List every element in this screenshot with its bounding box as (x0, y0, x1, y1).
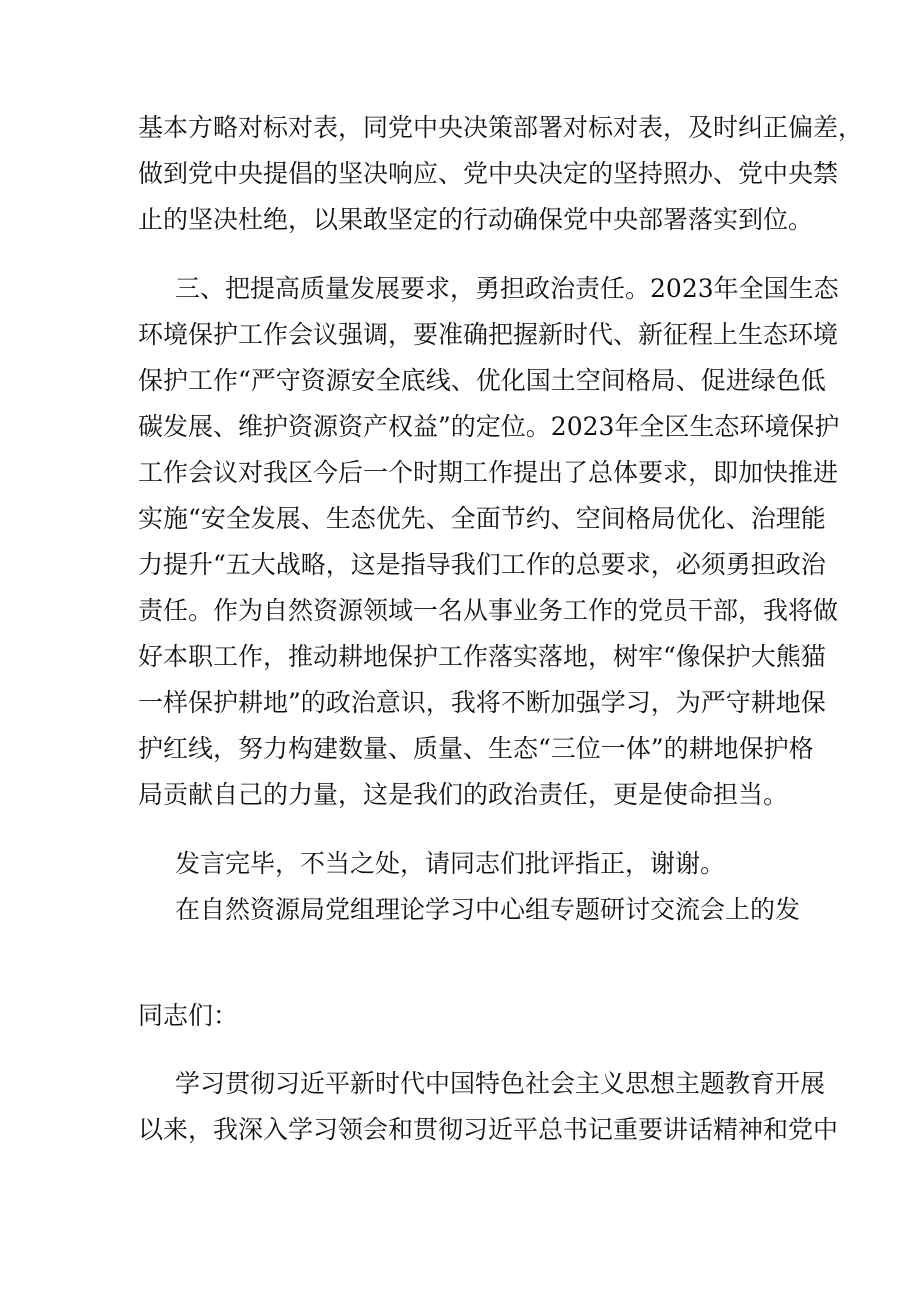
salutation: 同志们： (138, 1001, 239, 1030)
section-title: 在自然资源局党组理论学习中心组专题研讨交流会上的发 (175, 895, 801, 924)
paragraph-line: 局贡献自己的力量，这是我们的政治责任，更是使命担当。 (138, 780, 789, 809)
paragraph-line: 学习贯彻习近平新时代中国特色社会主义思想主题教育开展 (175, 1069, 826, 1098)
paragraph-line: 以来，我深入学习领会和贯彻习近平总书记重要讲话精神和党中 (138, 1115, 839, 1144)
paragraph-line: 做到党中央提倡的坚决响应、党中央决定的坚持照办、党中央禁 (138, 159, 839, 188)
paragraph-line: 基本方略对标对表，同党中央决策部署对标对表，及时纠正偏差， (138, 113, 864, 142)
paragraph-line: 止的坚决杜绝，以果敢坚定的行动确保党中央部署落实到位。 (138, 205, 814, 234)
paragraph-line: 碳发展、维护资源资产权益”的定位。2023年全区生态环境保护 (138, 412, 840, 441)
paragraph-line: 好本职工作，推动耕地保护工作落实落地，树牢“像保护大熊猫 (138, 642, 826, 671)
paragraph-line: 力提升“五大战略，这是指导我们工作的总要求，必须勇担政治 (138, 550, 826, 579)
paragraph-line: 护红线，努力构建数量、质量、生态“三位一体”的耕地保护格 (138, 734, 814, 763)
paragraph-line: 一样保护耕地”的政治意识，我将不断加强学习，为严守耕地保 (138, 688, 826, 717)
closing-line: 发言完毕，不当之处，请同志们批评指正，谢谢。 (175, 849, 726, 878)
paragraph-line: 环境保护工作会议强调，要准确把握新时代、新征程上生态环境 (138, 320, 839, 349)
paragraph-line: 三、把提高质量发展要求，勇担政治责任。2023年全国生态 (175, 274, 839, 303)
paragraph-line: 责任。作为自然资源领域一名从事业务工作的党员干部，我将做 (138, 596, 839, 625)
paragraph-line: 工作会议对我区今后一个时期工作提出了总体要求，即加快推进 (138, 458, 839, 487)
paragraph-line: 实施“安全发展、生态优先、全面节约、空间格局优化、治理能 (138, 504, 826, 533)
paragraph-line: 保护工作“严守资源安全底线、优化国土空间格局、促进绿色低 (138, 366, 826, 395)
